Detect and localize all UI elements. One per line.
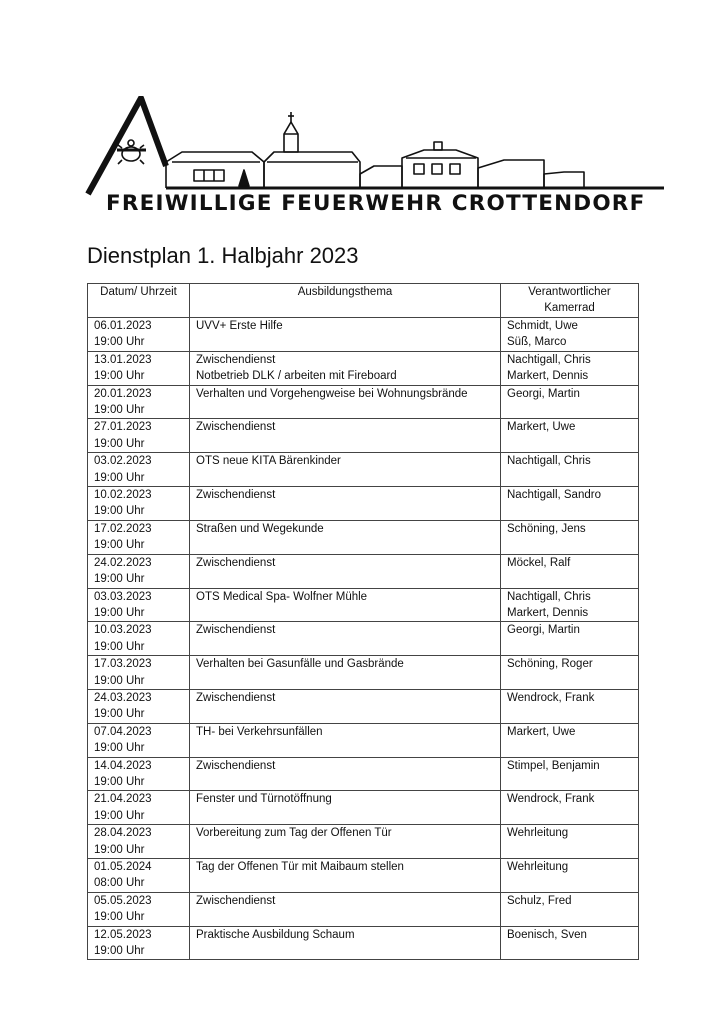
topic-line [196,740,494,756]
time: 19:00 Uhr [94,640,145,653]
table-row [88,385,639,419]
date: 28.04.2023 [94,827,152,840]
table-row [88,757,639,791]
date: 24.02.2023 [94,556,152,569]
topic-line [196,571,494,587]
responsible-name: Wehrleitung [507,827,569,840]
village-skyline-icon [84,96,668,196]
responsible-name: Süß, Marco [507,336,567,349]
date: 20.01.2023 [94,387,152,400]
topic-line: Fenster und Türnotöffnung [196,793,332,806]
date: 07.04.2023 [94,725,152,738]
responsible-name: Stimpel, Benjamin [507,759,600,772]
topic-line: Verhalten und Vorgehengweise bei Wohnungsbrände [196,387,468,400]
topic-cell [190,487,501,521]
time: 19:00 Uhr [94,539,145,552]
table-row [88,926,639,960]
topic-cell [190,554,501,588]
responsible-cell [501,453,639,487]
table-row [88,419,639,453]
table-row [88,453,639,487]
responsible-name [507,706,632,722]
time: 19:00 Uhr [94,437,145,450]
responsible-name [507,571,632,587]
responsible-name: Schöning, Jens [507,522,586,535]
responsible-cell [501,892,639,926]
topic-line [196,842,494,858]
time: 19:00 Uhr [94,775,145,788]
date-cell [88,723,190,757]
responsible-cell [501,487,639,521]
organization-name: FREIWILLIGE FEUERWEHR CROTTENDORF [106,191,646,216]
responsible-name [507,808,632,824]
topic-line [196,537,494,553]
table-row [88,723,639,757]
date: 06.01.2023 [94,320,152,332]
topic-cell [190,757,501,791]
topic-line: OTS Medical Spa- Wolfner Mühle [196,590,368,603]
date-cell [88,487,190,521]
responsible-name [507,436,632,452]
topic-line [196,875,494,891]
date-cell [88,588,190,622]
responsible-name: Markert, Uwe [507,421,576,434]
date: 10.02.2023 [94,489,152,502]
responsible-name [507,842,632,858]
responsible-cell [501,318,639,352]
responsible-name: Möckel, Ralf [507,556,571,569]
topic-line [196,436,494,452]
page-title: Dienstplan 1. Halbjahr 2023 [87,243,359,268]
responsible-name: Markert, Dennis [507,370,589,383]
topic-line: Zwischendienst [196,421,276,434]
date: 10.03.2023 [94,624,152,637]
duty-schedule-table [87,283,639,960]
date-cell [88,757,190,791]
time: 19:00 Uhr [94,843,145,856]
table-header-row [88,284,639,318]
date-cell [88,791,190,825]
date: 12.05.2023 [94,928,152,941]
topic-cell [190,588,501,622]
topic-line: Vorbereitung zum Tag der Offenen Tür [196,827,392,840]
topic-cell [190,453,501,487]
time: 19:00 Uhr [94,471,145,484]
topic-line: TH- bei Verkehrsunfällen [196,725,323,738]
topic-cell [190,318,501,352]
responsible-name: Wendrock, Frank [507,793,595,806]
table-row [88,689,639,723]
table-row [88,859,639,893]
table-body [88,318,639,960]
table-row [88,487,639,521]
topic-line: Zwischendienst [196,691,276,704]
time: 19:00 Uhr [94,674,145,687]
responsible-cell [501,419,639,453]
responsible-cell [501,723,639,757]
date-cell [88,656,190,690]
topic-line: Verhalten bei Gasunfälle und Gasbrände [196,658,404,671]
responsible-cell [501,926,639,960]
responsible-name: Schöning, Roger [507,658,593,671]
topic-cell [190,859,501,893]
time: 19:00 Uhr [94,809,145,822]
table-row [88,656,639,690]
topic-cell [190,622,501,656]
column-header-topic: Ausbildungsthema [190,284,501,318]
date-cell [88,825,190,859]
date: 17.03.2023 [94,658,152,671]
table-row [88,318,639,352]
topic-cell [190,419,501,453]
topic-line [196,503,494,519]
responsible-name [507,740,632,756]
responsible-cell [501,554,639,588]
topic-cell [190,520,501,554]
date: 27.01.2023 [94,421,152,434]
time: 19:00 Uhr [94,606,145,619]
responsible-name [507,774,632,790]
topic-line [196,639,494,655]
date-cell [88,351,190,385]
time: 19:00 Uhr [94,404,145,417]
responsible-name: Nachtigall, Chris [507,590,591,603]
topic-cell [190,825,501,859]
date: 03.03.2023 [94,590,152,603]
date-cell [88,689,190,723]
topic-line [196,334,494,350]
topic-line [196,774,494,790]
time: 08:00 Uhr [94,877,145,890]
responsible-name: Schulz, Fred [507,894,572,907]
responsible-name: Wendrock, Frank [507,691,595,704]
responsible-name [507,470,632,486]
topic-line: Zwischendienst [196,624,276,637]
topic-cell [190,926,501,960]
date: 14.04.2023 [94,759,152,772]
table-row [88,622,639,656]
topic-cell [190,689,501,723]
topic-line: Zwischendienst [196,489,276,502]
responsible-name: Boenisch, Sven [507,928,587,941]
table-row [88,554,639,588]
time: 19:00 Uhr [94,336,145,349]
date-cell [88,318,190,352]
responsible-name: Nachtigall, Chris [507,455,591,468]
topic-cell [190,791,501,825]
date: 03.02.2023 [94,455,152,468]
topic-line [196,673,494,689]
topic-cell [190,892,501,926]
date-cell [88,385,190,419]
topic-cell [190,656,501,690]
topic-line: UVV+ Erste Hilfe [196,320,283,332]
date: 21.04.2023 [94,793,152,806]
date-cell [88,926,190,960]
topic-line [196,808,494,824]
time: 19:00 Uhr [94,911,145,924]
responsible-name [507,673,632,689]
responsible-name: Markert, Dennis [507,606,589,619]
date-cell [88,453,190,487]
responsible-name: Nachtigall, Sandro [507,489,601,502]
topic-line: Notbetrieb DLK / arbeiten mit Fireboard [196,370,397,383]
responsible-name: Markert, Uwe [507,725,576,738]
date: 01.05.2024 [94,861,152,873]
responsible-name [507,503,632,519]
topic-cell [190,723,501,757]
responsible-cell [501,622,639,656]
topic-line: Zwischendienst [196,353,276,366]
date: 24.03.2023 [94,691,152,704]
responsible-cell [501,385,639,419]
table-row [88,791,639,825]
responsible-cell [501,656,639,690]
date-cell [88,520,190,554]
responsible-name: Wehrleitung [507,861,569,873]
topic-line: Zwischendienst [196,894,276,907]
responsible-cell [501,757,639,791]
time: 19:00 Uhr [94,573,145,586]
responsible-cell [501,351,639,385]
time: 19:00 Uhr [94,708,145,721]
responsible-cell [501,689,639,723]
date-cell [88,419,190,453]
date-cell [88,892,190,926]
topic-line: Tag der Offenen Tür mit Maibaum stellen [196,861,404,873]
table-row [88,825,639,859]
time: 19:00 Uhr [94,505,145,518]
responsible-name [507,537,632,553]
responsible-name [507,639,632,655]
responsible-cell [501,825,639,859]
responsible-name: Nachtigall, Chris [507,353,591,366]
responsible-name: Schmidt, Uwe [507,320,578,332]
responsible-name: Georgi, Martin [507,624,580,637]
column-header-date: Datum/ Uhrzeit [88,284,190,318]
column-header-responsible: Verantwortlicher Kamerrad [501,284,639,318]
date-cell [88,554,190,588]
responsible-cell [501,520,639,554]
time: 19:00 Uhr [94,945,145,958]
topic-line [196,402,494,418]
responsible-name [507,875,632,891]
topic-line [196,909,494,925]
table-row [88,892,639,926]
topic-line [196,943,494,959]
topic-line [196,470,494,486]
topic-line: OTS neue KITA Bärenkinder [196,455,341,468]
responsible-cell [501,859,639,893]
responsible-cell [501,791,639,825]
date: 05.05.2023 [94,894,152,907]
date-cell [88,622,190,656]
fire-brigade-logo [84,96,668,226]
date: 13.01.2023 [94,353,152,366]
topic-cell [190,351,501,385]
responsible-cell [501,588,639,622]
time: 19:00 Uhr [94,370,145,383]
topic-cell [190,385,501,419]
responsible-name [507,402,632,418]
responsible-name [507,943,632,959]
topic-line [196,605,494,621]
table-row [88,520,639,554]
topic-line [196,706,494,722]
table-row [88,351,639,385]
responsible-name: Georgi, Martin [507,387,580,400]
date-cell [88,859,190,893]
topic-line: Praktische Ausbildung Schaum [196,928,355,941]
topic-line: Zwischendienst [196,759,276,772]
date: 17.02.2023 [94,522,152,535]
responsible-name [507,909,632,925]
topic-line: Straßen und Wegekunde [196,522,324,535]
topic-line: Zwischendienst [196,556,276,569]
table-row [88,588,639,622]
time: 19:00 Uhr [94,742,145,755]
